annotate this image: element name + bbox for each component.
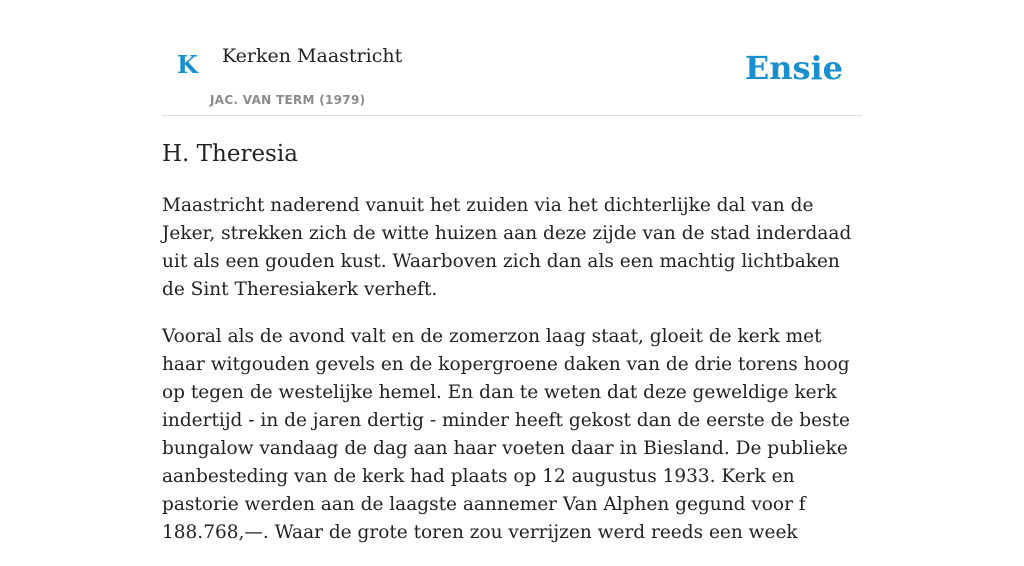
article-paragraph: Maastricht naderend vanuit het zuiden via het dichterlijke dal van de Jeker, strekken zich de witte huizen aan deze zijde van de stad inderdaad uit als een gouden kust. Waarboven zich dan als een machtig lichtbaken de Sint Theresiakerk verheft. — [162, 195, 852, 300]
author-byline: JAC. VAN TERM (1979) — [210, 93, 366, 107]
book-title-link[interactable]: Kerken Maastricht — [222, 45, 403, 67]
brand-logo-link[interactable]: Ensie — [744, 49, 843, 87]
header — [162, 0, 862, 116]
article-paragraph: Vooral als de avond valt en de zomerzon laag staat, gloeit de kerk met haar witgouden gevels en de kopergroene daken van de drie torens hoog op tegen de westelijke hemel. En dan te weten dat deze geweldige kerk indertijd - in de jaren dertig - minder heeft gekost dan de eerste de beste bungalow vandaag de dag aan haar voeten daar in Biesland. De publieke aanbesteding van de kerk had plaats op 12 augustus 1933. Kerk en pastorie werden aan de laagste aannemer Van Alphen gegund voor f 188.768,—. Waar de grote toren zou verrijzen werd reeds een week — [162, 326, 850, 543]
page — [162, 0, 862, 543]
article-title: H. Theresia — [162, 141, 298, 167]
article-body — [162, 192, 862, 566]
book-letter-link[interactable]: K — [177, 50, 198, 79]
